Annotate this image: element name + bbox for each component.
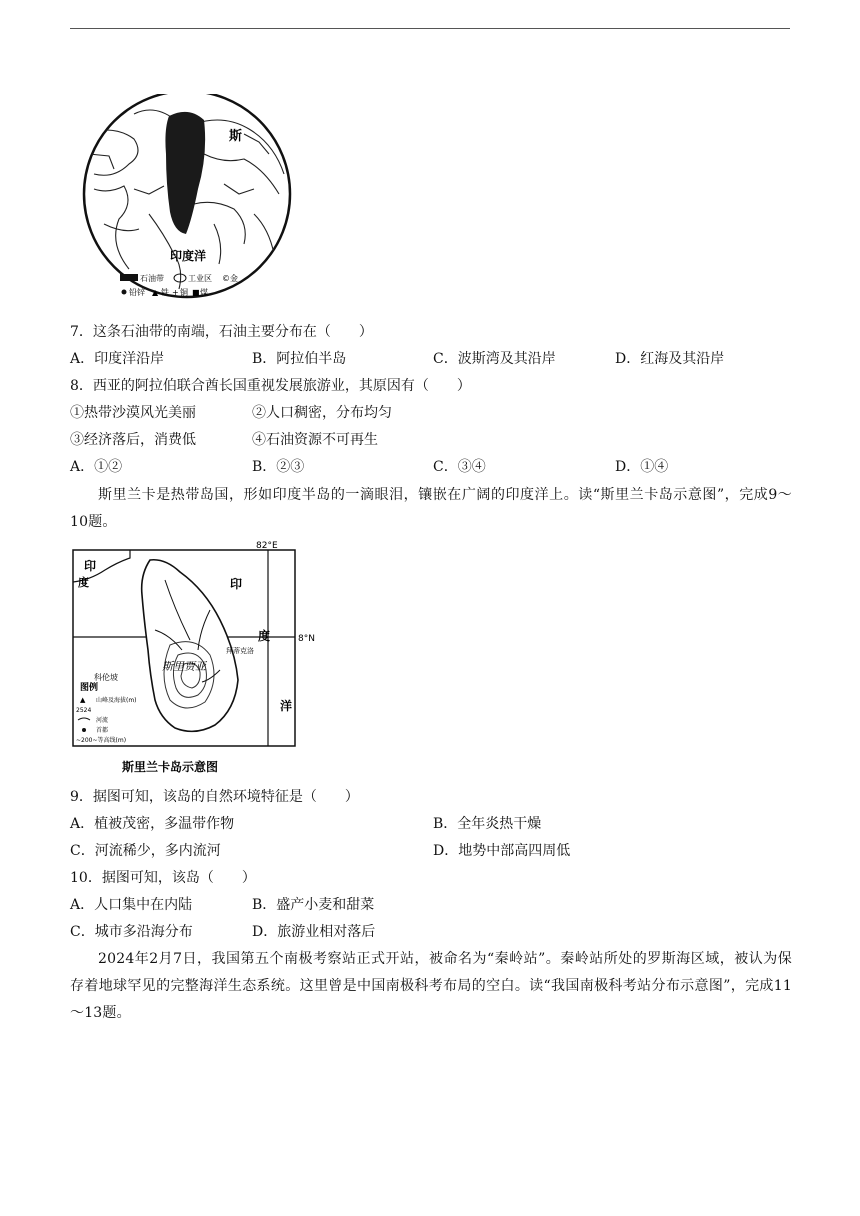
lon-label: 82°E <box>256 541 278 551</box>
legend-peak: 山峰及海拔(m) <box>96 697 137 704</box>
city-label-short: 斯里贾亚 <box>162 660 206 673</box>
sri-lanka-caption: 斯里兰卡岛示意图 <box>122 760 219 774</box>
globe-map-svg <box>74 94 300 306</box>
q9-option-a[interactable]: A．植被茂密，多温带作物 <box>70 816 235 832</box>
q8-item-3: ③经济落后，消费低 <box>70 432 196 448</box>
legend-iron: 铁 <box>161 288 169 297</box>
legend-contour: ~200~等高线(m) <box>76 737 127 744</box>
legend-coal: 煤 <box>200 288 208 297</box>
legend-iron-icon: ▲ <box>152 288 159 297</box>
india-label-1: 印 <box>84 559 97 573</box>
q7-stem: 7．这条石油带的南端，石油主要分布在（ ） <box>70 324 373 340</box>
ocean-label-2: 度 <box>258 629 271 643</box>
q8-item-1: ①热带沙漠风光美丽 <box>70 405 196 421</box>
ocean-label: 印度洋 <box>170 249 207 263</box>
sri-lanka-map-svg <box>70 540 326 780</box>
legend-title: 图例 <box>80 683 99 693</box>
legend-lead: 铅锌 <box>129 288 145 297</box>
q10-stem: 10．据图可知，该岛（ ） <box>70 870 256 886</box>
q10-option-a[interactable]: A．人口集中在内陆 <box>70 897 193 913</box>
city-label-right: 拜蒂克洛 <box>226 647 254 655</box>
legend-industrial: 工业区 <box>188 274 212 283</box>
india-label-2: 度 <box>78 576 89 589</box>
legend-copper: 铜 <box>180 288 188 297</box>
q9-option-d[interactable]: D．地势中部高四周低 <box>433 843 571 859</box>
header-rule <box>70 28 790 29</box>
q8-stem: 8．西亚的阿拉伯联合酋长国重视发展旅游业，其原因有（ ） <box>70 378 471 394</box>
legend-gold-icon: © <box>222 274 230 283</box>
q10-option-c[interactable]: C．城市多沿海分布 <box>70 924 193 940</box>
q10-option-d[interactable]: D．旅游业相对落后 <box>252 924 376 940</box>
legend-capital: 首都 <box>96 727 109 734</box>
q8-item-2: ②人口稠密，分布均匀 <box>252 405 392 421</box>
ocean-label-1: 印 <box>230 577 243 591</box>
q9-option-c[interactable]: C．河流稀少，多内流河 <box>70 843 221 859</box>
legend-capital-icon <box>82 728 86 732</box>
q7-option-b[interactable]: B．阿拉伯半岛 <box>252 351 347 367</box>
sri-lanka-map <box>70 540 326 780</box>
q9-option-b[interactable]: B．全年炎热干燥 <box>433 816 542 832</box>
q7-option-c[interactable]: C．波斯湾及其沿岸 <box>433 351 556 367</box>
oil-belt-map <box>74 94 300 306</box>
q7-option-d[interactable]: D．红海及其沿岸 <box>615 351 725 367</box>
q9-stem: 9．据图可知，该岛的自然环境特征是（ ） <box>70 789 359 805</box>
legend-gold: 金 <box>230 274 238 283</box>
ocean-label-3: 洋 <box>280 699 293 713</box>
legend-oil-swatch <box>120 274 138 281</box>
q8-item-4: ④石油资源不可再生 <box>252 432 378 448</box>
q10-option-b[interactable]: B．盛产小麦和甜菜 <box>252 897 375 913</box>
legend-coal-icon: ■ <box>192 288 200 297</box>
legend-copper-icon: + <box>172 288 179 297</box>
passage-qinling-station: 2024年2月7日，我国第五个南极考察站正式开站，被命名为“秦岭站”。秦岭站所处的罗斯海区域，被认为保存着地球罕见的完整海洋生态系统。这里曾是中国南极科考布局的空白。读“我国南极科考站分布示意图”，完成11～13题。 <box>70 951 792 1021</box>
q8-option-a[interactable]: A．①② <box>70 459 123 475</box>
legend-oil: 石油带 <box>140 274 164 283</box>
passage-sri-lanka: 斯里兰卡是热带岛国，形如印度半岛的一滴眼泪，镶嵌在广阔的印度洋上。读“斯里兰卡岛示意图”，完成9～10题。 <box>70 487 792 530</box>
q8-option-b[interactable]: B．②③ <box>252 459 305 475</box>
legend-peak-icon: ▲ <box>80 696 86 704</box>
q8-option-c[interactable]: C．③④ <box>433 459 486 475</box>
q7-option-a[interactable]: A．印度洋沿岸 <box>70 351 165 367</box>
city-1-label: 科伦坡 <box>94 673 118 682</box>
legend-lead-icon <box>122 290 127 295</box>
map-label-top: 斯 <box>229 129 243 144</box>
peak-value: 2524 <box>76 707 92 714</box>
legend-river: 河流 <box>96 717 109 724</box>
q8-option-d[interactable]: D．①④ <box>615 459 669 475</box>
lat-label: 8°N <box>298 634 315 644</box>
